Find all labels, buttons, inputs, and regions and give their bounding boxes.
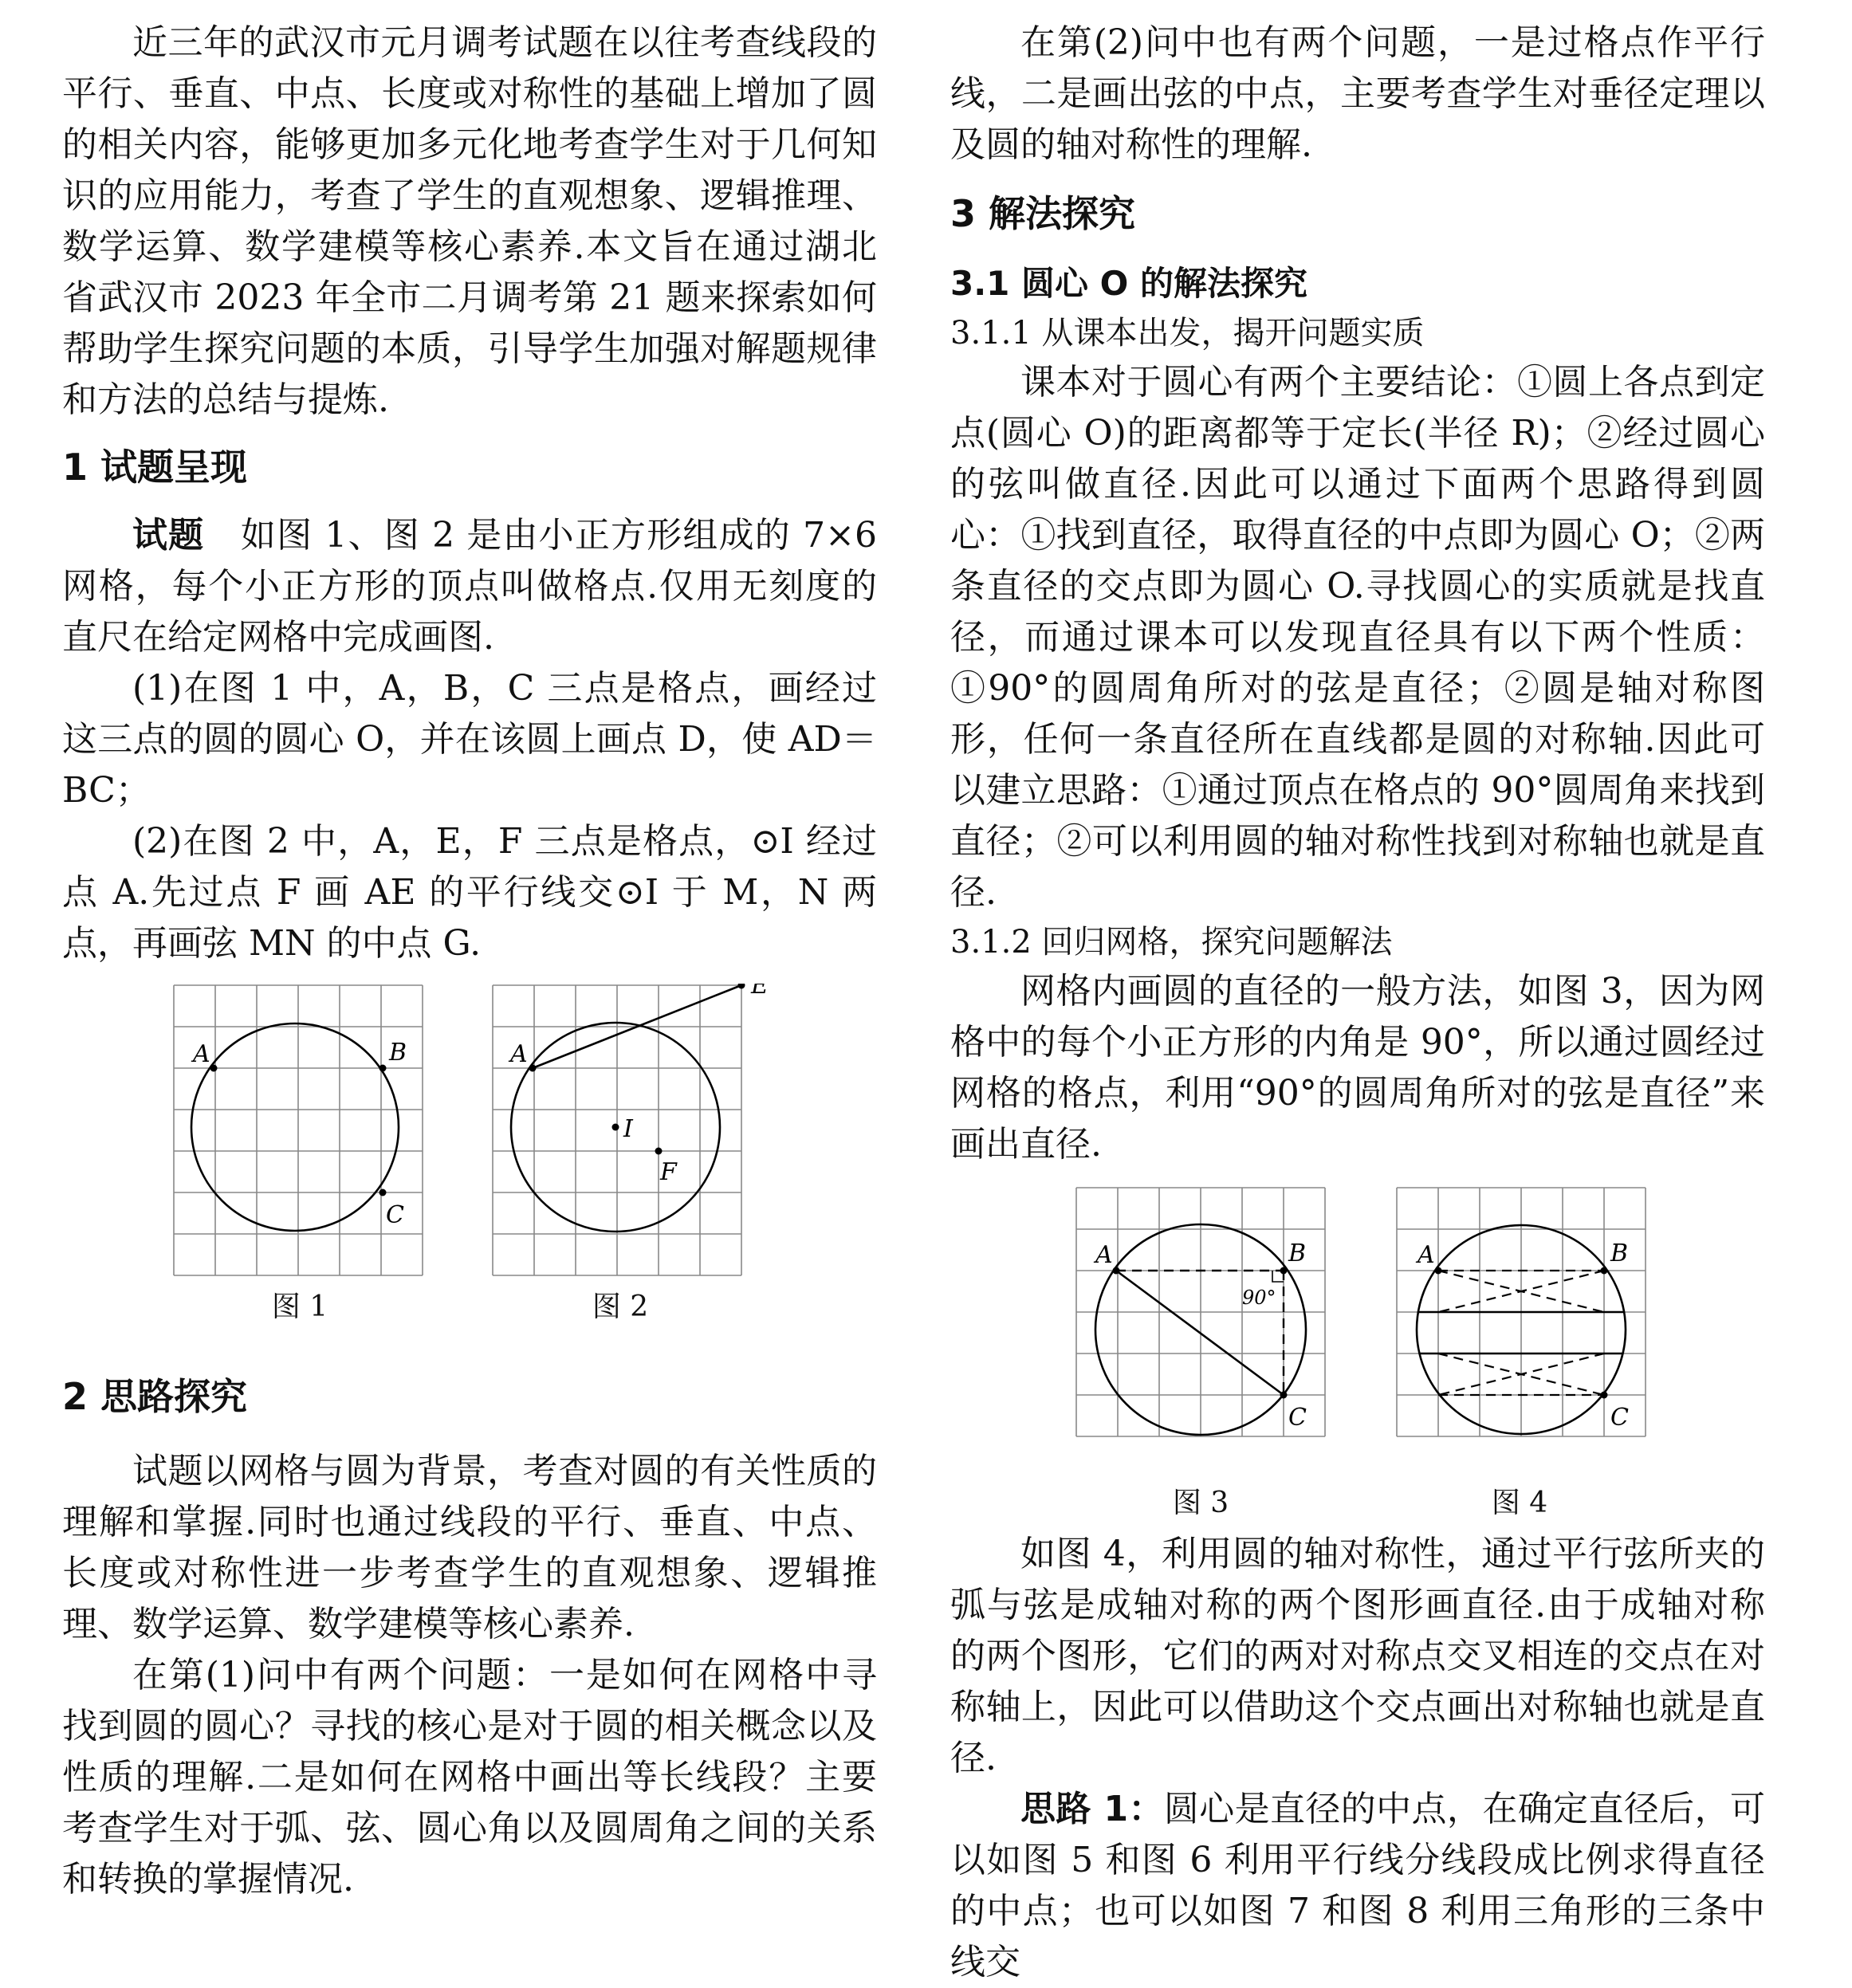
figure-3-caption: 图 3 bbox=[1172, 1487, 1229, 1519]
figure-4-paragraph: 如图 4，利用圆的轴对称性，通过平行弦所夹的弧与弦是成轴对称的两个图形画直径.由于成轴对称的两个图形，它们的两对对称点交叉相连的交点在对称轴上，因此可以借助这个交点画出对称轴也就是直径. bbox=[950, 1534, 1765, 1778]
idea-1-text: 圆心是直径的中点，在确定直径后，可以如图 5 和图 6 利用平行线分线段成比例求得直径的中点；也可以如图 7 和图 8 利用三角形的三条中线交 bbox=[950, 1789, 1766, 1982]
question-2: (2)在图 2 中，A，E，F 三点是格点，⊙I 经过点 A.先过点 F 画 AE 的平行线交⊙I 于 M，N 两点，再画弦 MN 的中点 G. bbox=[62, 821, 877, 964]
right-top-paragraph: 在第(2)问中也有两个问题，一是过格点作平行线，二是画出弦的中点，主要考查学生对垂径定理以及圆的轴对称性的理解. bbox=[950, 22, 1765, 165]
section-3-1-heading: 3.1 圆心 O 的解法探究 bbox=[950, 264, 1307, 303]
section-3-heading: 3 解法探究 bbox=[950, 192, 1136, 235]
problem-label: 试题 bbox=[132, 515, 205, 556]
fig3-angle-label: 90° bbox=[1242, 1287, 1276, 1309]
figure-row-3-4 bbox=[950, 1186, 1765, 1529]
fig1-label-c: C bbox=[386, 1201, 404, 1229]
figure-1 bbox=[172, 984, 427, 1282]
section-3-1-1-paragraph: 课本对于圆心有两个主要结论：①圆上各点到定点(圆心 O)的距离都等于定长(半径 R)；②经过圆心的弦叫做直径.因此可以通过下面两个思路得到圆心：①找到直径，取得直径的中点即为圆心 O；②两条直径的交点即为圆心 O.寻找圆心的实质就是找直径，而通过课本可以发现直径具有以下两个性质：①90°的圆周角所对的弦是直径；②圆是轴对称图形，任何一条直径所在直线都是圆的对称轴.因此可以建立思路：①通过顶点在格点的 90°圆周角来找到直径；②可以利用圆的轴对称性找到对称轴也就是直径. bbox=[950, 362, 1765, 913]
figure-2 bbox=[491, 984, 810, 1282]
section-3-1-2-heading: 3.1.2 回归网格，探究问题解法 bbox=[950, 924, 1393, 961]
idea-1-paragraph bbox=[950, 1784, 1765, 1988]
fig4-label-b: B bbox=[1610, 1240, 1629, 1267]
intro-paragraph: 近三年的武汉市元月调考试题在以往考查线段的平行、垂直、中点、长度或对称性的基础上增加了圆的相关内容，能够更加多元化地考查学生对于几何知识的应用能力，考查了学生的直观想象、逻辑推理、数学运算、数学建模等核心素养.本文旨在通过湖北省武汉市 2023 年全市二月调考第 21 题来探索如何帮助学生探究问题的本质，引导学生加强对解题规律和方法的总结与提炼. bbox=[62, 22, 877, 420]
fig2-label-i: I bbox=[623, 1115, 633, 1143]
section-3-1-1-heading: 3.1.1 从课本出发，揭开问题实质 bbox=[950, 315, 1425, 352]
idea-1-label: 思路 1： bbox=[1020, 1789, 1164, 1829]
problem-paragraph bbox=[62, 510, 877, 663]
figure-row-1-2 bbox=[62, 984, 877, 1366]
fig4-label-c: C bbox=[1610, 1404, 1629, 1432]
right-column bbox=[950, 18, 1765, 1988]
fig2-label-f: F bbox=[660, 1158, 677, 1186]
figure-4 bbox=[1395, 1186, 1650, 1484]
fig3-label-c: C bbox=[1288, 1404, 1307, 1432]
left-column bbox=[62, 18, 877, 1905]
section-1-heading: 1 试题呈现 bbox=[62, 446, 248, 489]
fig4-label-a: A bbox=[1418, 1241, 1435, 1269]
section-2-heading: 2 思路探究 bbox=[62, 1375, 248, 1418]
figure-3 bbox=[1075, 1186, 1330, 1484]
fig3-label-b: B bbox=[1288, 1240, 1307, 1267]
fig2-label-e: E bbox=[751, 984, 769, 1000]
figure-1-caption: 图 1 bbox=[271, 1291, 328, 1323]
fig2-label-a: A bbox=[510, 1040, 528, 1068]
section-2-paragraph-1: 试题以网格与圆为背景，考查对圆的有关性质的理解和掌握.同时也通过线段的平行、垂直、中点、长度或对称性进一步考查学生的直观想象、逻辑推理、数学运算、数学建模等核心素养. bbox=[62, 1451, 877, 1644]
fig1-label-b: B bbox=[389, 1039, 407, 1067]
section-2-paragraph-2: 在第(1)问中有两个问题：一是如何在网格中寻找到圆的圆心？寻找的核心是对于圆的相关概念以及性质的理解.二是如何在网格中画出等长线段？主要考查学生对于弧、弦、圆心角以及圆周角之间的关系和转换的掌握情况. bbox=[62, 1655, 877, 1900]
fig1-label-a: A bbox=[193, 1040, 210, 1068]
problem-text: 如图 1、图 2 是由小正方形组成的 7×6 网格，每个小正方形的顶点叫做格点.仅用无刻度的直尺在给定网格中完成画图. bbox=[62, 515, 877, 658]
section-3-1-2-paragraph: 网格内画圆的直径的一般方法，如图 3，因为网格中的每个小正方形的内角是 90°，所以通过圆经过网格的格点，利用“90°的圆周角所对的弦是直径”来画出直径. bbox=[950, 971, 1765, 1165]
question-1: (1)在图 1 中，A，B，C 三点是格点，画经过这三点的圆的圆心 O，并在该圆上画点 D，使 AD＝BC； bbox=[62, 668, 877, 811]
figure-4-caption: 图 4 bbox=[1491, 1487, 1548, 1519]
fig3-label-a: A bbox=[1095, 1241, 1113, 1269]
figure-2-caption: 图 2 bbox=[592, 1291, 649, 1323]
